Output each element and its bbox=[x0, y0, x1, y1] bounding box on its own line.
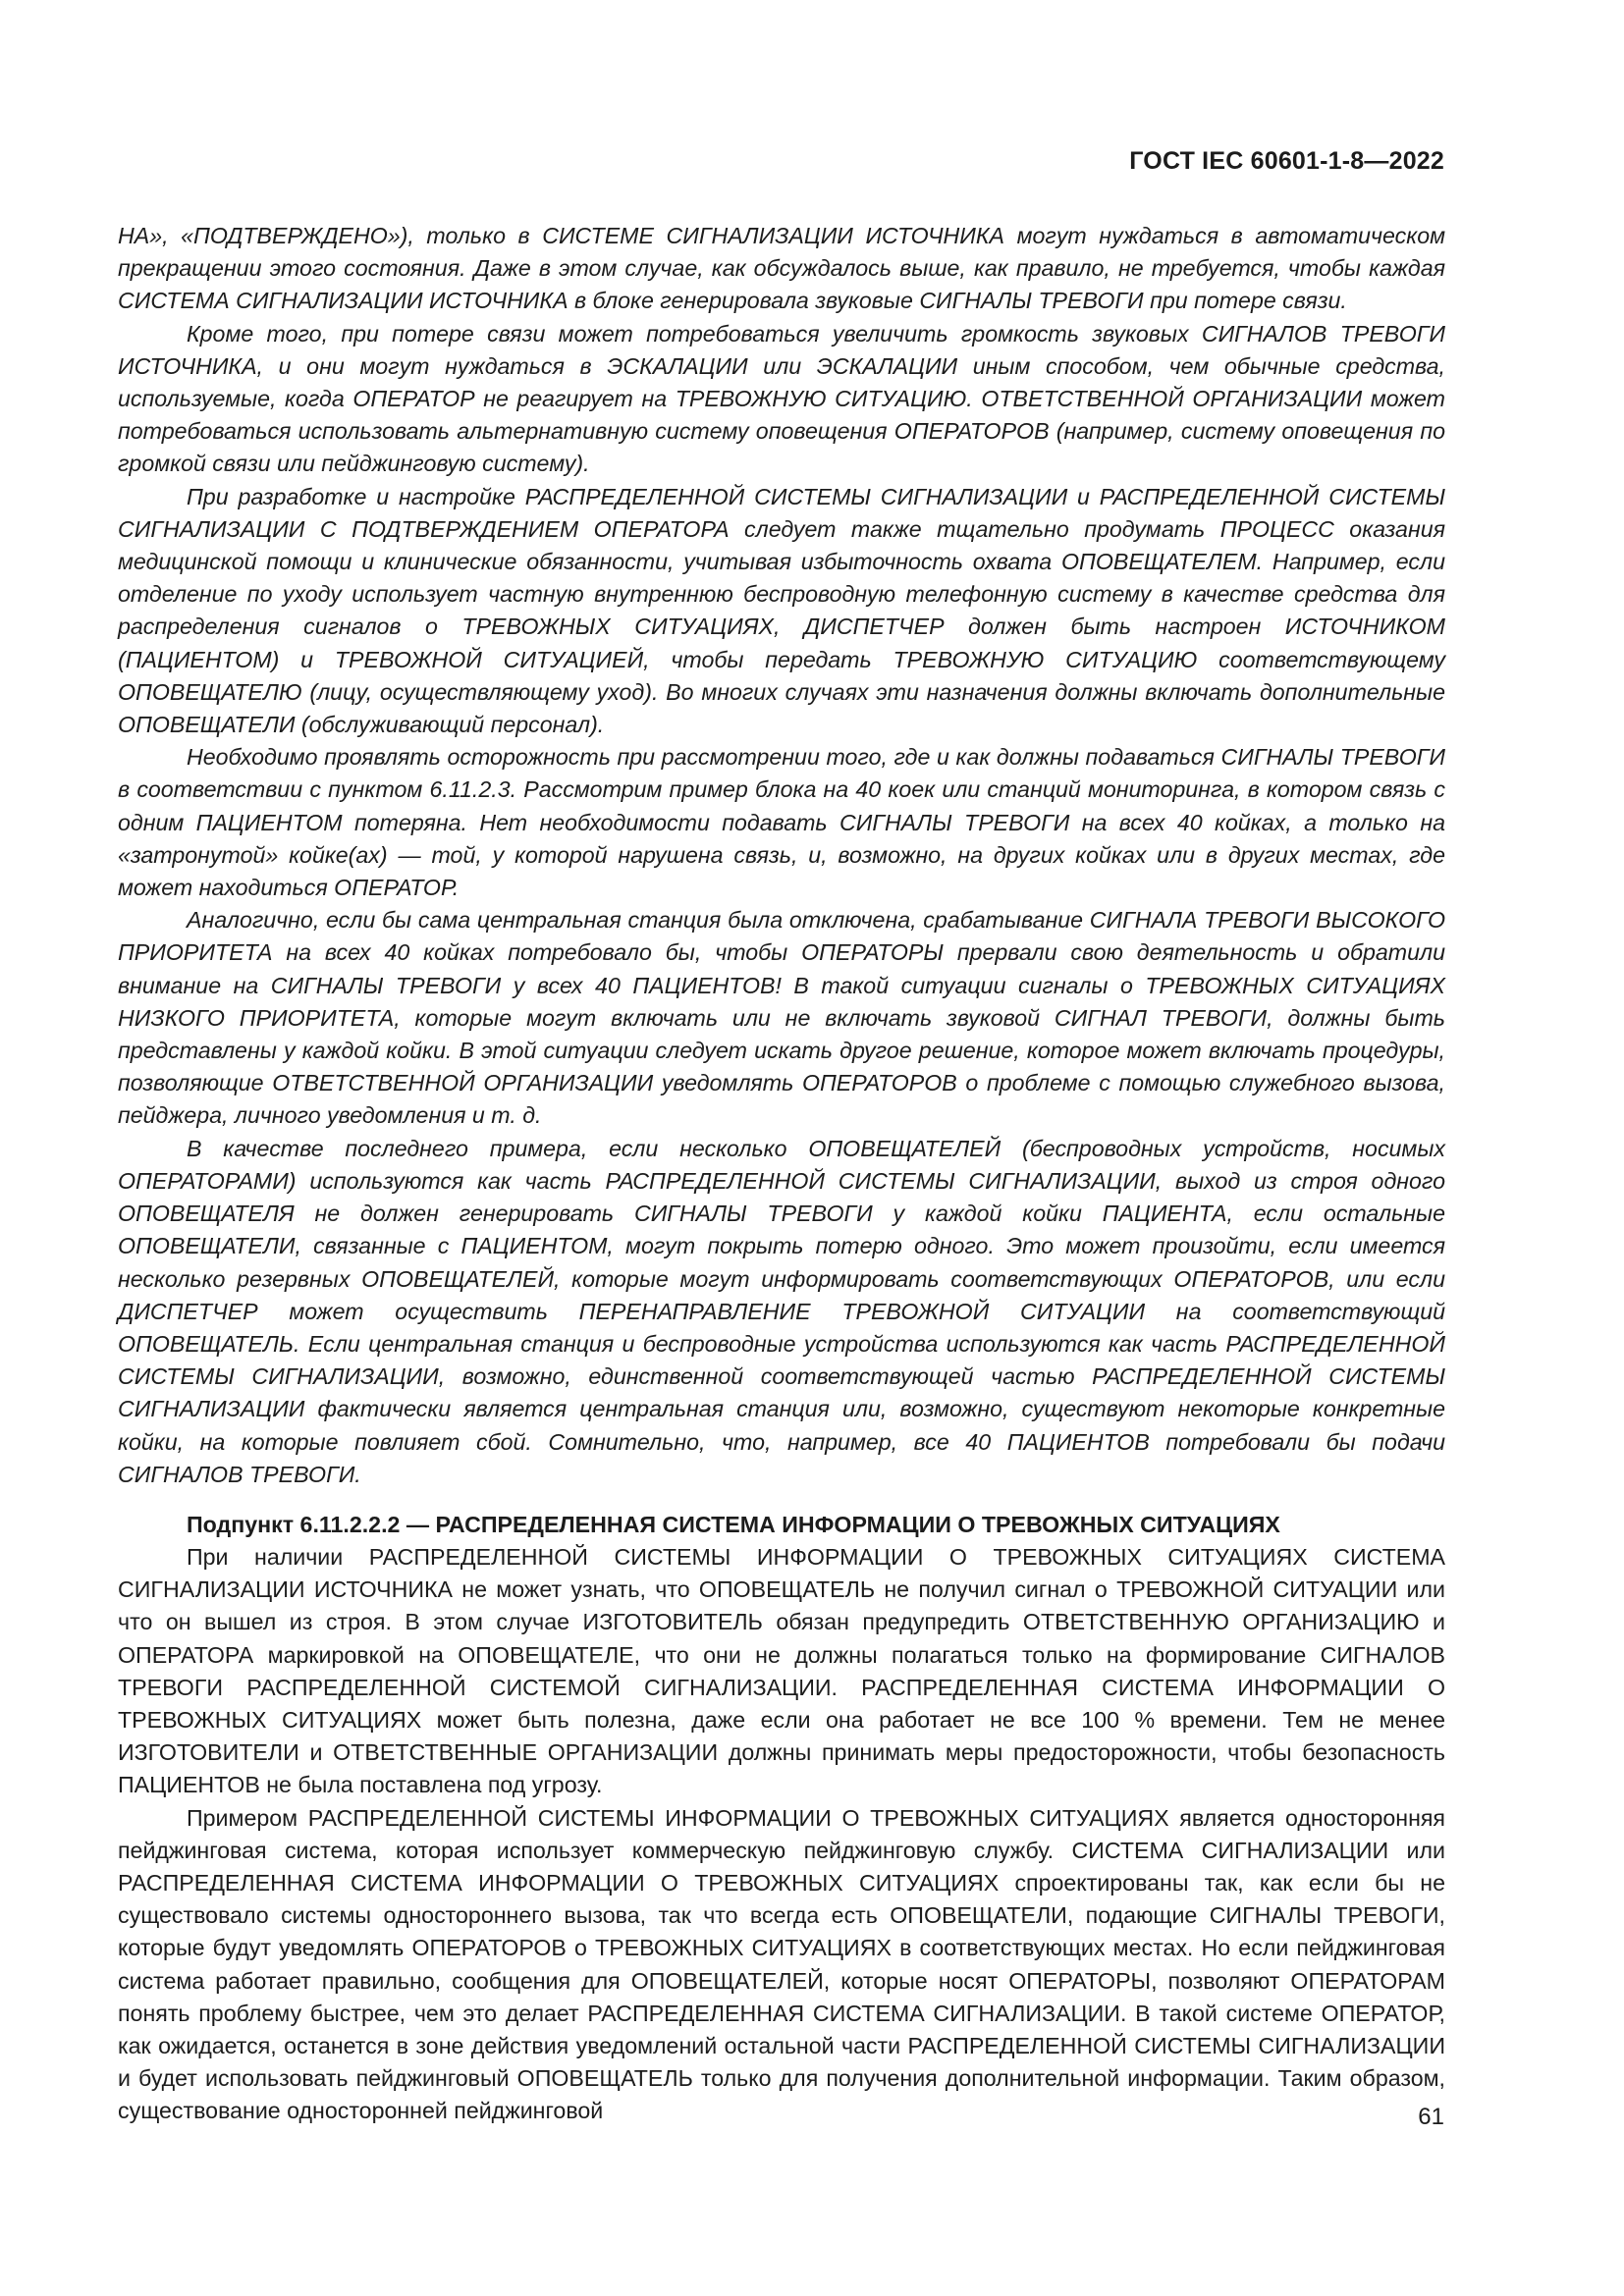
paragraph: Аналогично, если бы сама центральная станция была отключена, срабатывание СИГНАЛА ТРЕВОГИ ВЫСОКОГО ПРИОРИТЕТА на всех 40 койках потребовало бы, чтобы ОПЕРАТОРЫ прервали свою деятельность и обратили внимание на СИГНАЛЫ ТРЕВОГИ у всех 40 ПАЦИЕНТОВ! В такой ситуации сигналы о ТРЕВОЖНЫХ СИТУАЦИЯХ НИЗКОГО ПРИОРИТЕТА, которые могут включать или не включать звуковой СИГНАЛ ТРЕВОГИ, должны быть представлены у каждой койки. В этой ситуации следует искать другое решение, которое может включать процедуры, позволяющие ОТВЕТСТВЕННОЙ ОРГАНИЗАЦИИ уведомлять ОПЕРАТОРОВ о проблеме с помощью служебного вызова, пейджера, личного уведомления и т. д. bbox=[118, 907, 1445, 1129]
page-body bbox=[118, 220, 1445, 2128]
subsection-heading: Подпункт 6.11.2.2.2 — РАСПРЕДЕЛЕННАЯ СИСТЕМА ИНФОРМАЦИИ О ТРЕВОЖНЫХ СИТУАЦИЯХ bbox=[187, 1511, 1280, 1537]
paragraph: Кроме того, при потере связи может потребоваться увеличить громкость звуковых СИГНАЛОВ ТРЕВОГИ ИСТОЧНИКА, и они могут нуждаться в ЭСКАЛАЦИИ или ЭСКАЛАЦИИ иным способом, чем обычные средства, используемые, когда ОПЕРАТОР не реагирует на ТРЕВОЖНУЮ СИТУАЦИЮ. ОТВЕТСТВЕННОЙ ОРГАНИЗАЦИИ может потребоваться использовать альтернативную систему оповещения ОПЕРАТОРОВ (например, систему оповещения по громкой связи или пейджинговую систему). bbox=[118, 320, 1445, 477]
paragraph: В качестве последнего примера, если несколько ОПОВЕЩАТЕЛЕЙ (беспроводных устройств, носимых ОПЕРАТОРАМИ) используются как часть РАСПРЕДЕЛЕННОЙ СИСТЕМЫ СИГНАЛИЗАЦИИ, выход из строя одного ОПОВЕЩАТЕЛЯ не должен генерировать СИГНАЛЫ ТРЕВОГИ у каждой койки ПАЦИЕНТА, если остальные ОПОВЕЩАТЕЛИ, связанные с ПАЦИЕНТОМ, могут покрыть потерю одного. Это может произойти, если имеется несколько резервных ОПОВЕЩАТЕЛЕЙ, которые могут информировать соответствующих ОПЕРАТОРОВ, или если ДИСПЕТЧЕР может осуществить ПЕРЕНАПРАВЛЕНИЕ ТРЕВОЖНОЙ СИТУАЦИИ на соответствующий ОПОВЕЩАТЕЛЬ. Если центральная станция и беспроводные устройства используются как часть РАСПРЕДЕЛЕННОЙ СИСТЕМЫ СИГНАЛИЗАЦИИ, возможно, единственной соответствующей частью РАСПРЕДЕЛЕННОЙ СИСТЕМЫ СИГНАЛИЗАЦИИ фактически является центральная станция или, возможно, существуют некоторые конкретные койки, на которые повлияет сбой. Сомнительно, что, например, все 40 ПАЦИЕНТОВ потребовали бы подачи СИГНАЛОВ ТРЕВОГИ. bbox=[118, 1135, 1445, 1487]
italic-section bbox=[118, 220, 1445, 1491]
paragraph: При наличии РАСПРЕДЕЛЕННОЙ СИСТЕМЫ ИНФОРМАЦИИ О ТРЕВОЖНЫХ СИТУАЦИЯХ СИСТЕМА СИГНАЛИЗАЦИИ ИСТОЧНИКА не может узнать, что ОПОВЕЩАТЕЛЬ не получил сигнал о ТРЕВОЖНОЙ СИТУАЦИИ или что он вышел из строя. В этом случае ИЗГОТОВИТЕЛЬ обязан предупредить ОТВЕТСТВЕННУЮ ОРГАНИЗАЦИЮ и ОПЕРАТОРА маркировкой на ОПОВЕЩАТЕЛЕ, что они не должны полагаться только на формирование СИГНАЛОВ ТРЕВОГИ РАСПРЕДЕЛЕННОЙ СИСТЕМОЙ СИГНАЛИЗАЦИИ. РАСПРЕДЕЛЕННАЯ СИСТЕМА ИНФОРМАЦИИ О ТРЕВОЖНЫХ СИТУАЦИЯХ может быть полезна, даже если она работает не все 100 % времени. Тем не менее ИЗГОТОВИТЕЛИ и ОТВЕТСТВЕННЫЕ ОРГАНИЗАЦИИ должны принимать меры предосторожности, чтобы безопасность ПАЦИЕНТОВ не была поставлена под угрозу. bbox=[118, 1543, 1445, 1798]
document-header: ГОСТ IEC 60601-1-8—2022 bbox=[1129, 147, 1444, 175]
page-number: 61 bbox=[1418, 2104, 1444, 2130]
paragraph: Примером РАСПРЕДЕЛЕННОЙ СИСТЕМЫ ИНФОРМАЦИИ О ТРЕВОЖНЫХ СИТУАЦИЯХ является односторонняя пейджинговая система, которая использует коммерческую пейджинговую службу. СИСТЕМА СИГНАЛИЗАЦИИ или РАСПРЕДЕЛЕННАЯ СИСТЕМА ИНФОРМАЦИИ О ТРЕВОЖНЫХ СИТУАЦИЯХ спроектированы так, как если бы не существовало системы одностороннего вызова, так что всегда есть ОПОВЕЩАТЕЛИ, подающие СИГНАЛЫ ТРЕВОГИ, которые будут уведомлять ОПЕРАТОРОВ о ТРЕВОЖНЫХ СИТУАЦИЯХ в соответствующих местах. Но если пейджинговая система работает правильно, сообщения для ОПОВЕЩАТЕЛЕЙ, которые носят ОПЕРАТОРЫ, позволяют ОПЕРАТОРАМ понять проблему быстрее, чем это делает РАСПРЕДЕЛЕННАЯ СИСТЕМА СИГНАЛИЗАЦИИ. В такой системе ОПЕРАТОР, как ожидается, останется в зоне действия уведомлений остальной части РАСПРЕДЕЛЕННОЙ СИСТЕМЫ СИГНАЛИЗАЦИИ и будет использовать пейджинговый ОПОВЕЩАТЕЛЬ только для получения дополнительной информации. Таким образом, существование односторонней пейджинговой bbox=[118, 1804, 1445, 2124]
paragraph: Необходимо проявлять осторожность при рассмотрении того, где и как должны подаваться СИГНАЛЫ ТРЕВОГИ в соответствии с пунктом 6.11.2.3. Рассмотрим пример блока на 40 коек или станций мониторинга, в котором связь с одним ПАЦИЕНТОМ потеряна. Нет необходимости подавать СИГНАЛЫ ТРЕВОГИ на всех 40 койках, а только на «затронутой» койке(ах) — той, у которой нарушена связь, и, возможно, на других койках или в других местах, где может находиться ОПЕРАТОР. bbox=[118, 744, 1445, 901]
regular-section bbox=[118, 1541, 1445, 2128]
paragraph: При разработке и настройке РАСПРЕДЕЛЕННОЙ СИСТЕМЫ СИГНАЛИЗАЦИИ и РАСПРЕДЕЛЕННОЙ СИСТЕМЫ СИГНАЛИЗАЦИИ С ПОДТВЕРЖДЕНИЕМ ОПЕРАТОРА следует также тщательно продумать ПРОЦЕСС оказания медицинской помощи и клинические обязанности, учитывая избыточность охвата ОПОВЕЩАТЕЛЕМ. Например, если отделение по уходу использует частную внутреннюю беспроводную телефонную систему в качестве средства для распределения сигналов о ТРЕВОЖНЫХ СИТУАЦИЯХ, ДИСПЕТЧЕР должен быть настроен ИСТОЧНИКОМ (ПАЦИЕНТОМ) и ТРЕВОЖНОЙ СИТУАЦИЕЙ, чтобы передать ТРЕВОЖНУЮ СИТУАЦИЮ соответствующему ОПОВЕЩАТЕЛЮ (лицу, осуществляющему уход). Во многих случаях эти назначения должны включать дополнительные ОПОВЕЩАТЕЛИ (обслуживающий персонал). bbox=[118, 483, 1445, 738]
paragraph-continuation: НА», «ПОДТВЕРЖДЕНО»), только в СИСТЕМЕ СИГНАЛИЗАЦИИ ИСТОЧНИКА могут нуждаться в автоматическом прекращении этого состояния. Даже в этом случае, как обсуждалось выше, как правило, не требуется, чтобы каждая СИСТЕМА СИГНАЛИЗАЦИИ ИСТОЧНИКА в блоке генерировала звуковые СИГНАЛЫ ТРЕВОГИ при потере связи. bbox=[118, 223, 1445, 314]
